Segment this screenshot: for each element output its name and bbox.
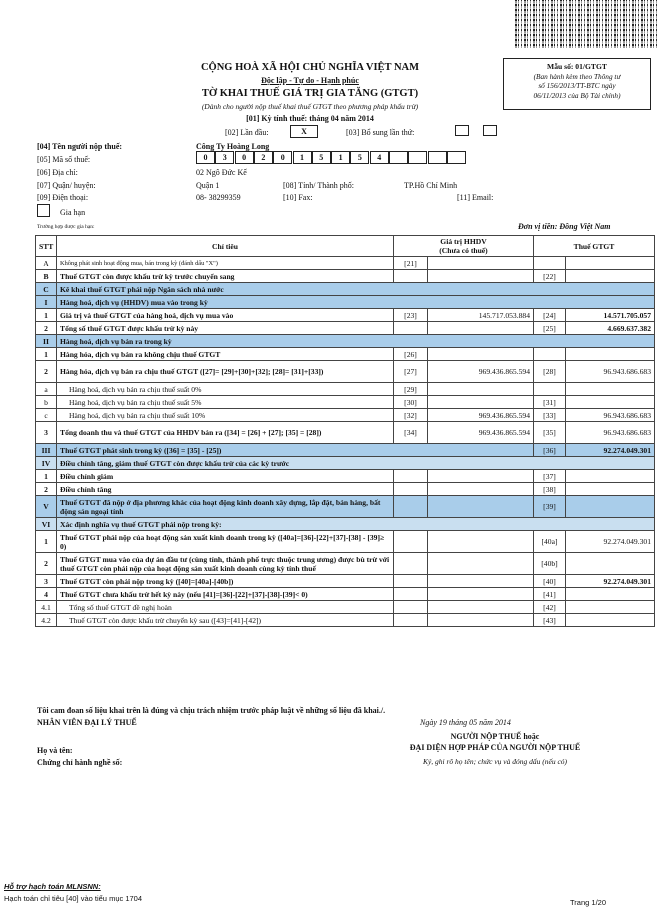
row-item: Hàng hoá, dịch vụ (HHDV) mua vào trong kỳ	[57, 296, 655, 309]
row-value: 969.436.865.594	[428, 361, 534, 383]
row-stt: III	[36, 444, 57, 457]
tax-code-digit-box[interactable]: 0	[273, 151, 292, 164]
form-note-line2: số 156/2013/TT-BTC ngày	[538, 81, 616, 90]
row-vat	[566, 270, 655, 283]
row-value	[428, 348, 534, 361]
row-vat-code: [43]	[534, 614, 566, 627]
row-item: Điều chỉnh tăng, giảm thuế GTGT còn được khấu trừ của các kỳ trước	[57, 457, 655, 470]
row-item: Xác định nghĩa vụ thuế GTGT phải nộp trong kỳ:	[57, 518, 655, 531]
table-row	[36, 601, 655, 614]
row-stt: 1	[36, 531, 57, 553]
tax-code-digit-box[interactable]: 1	[331, 151, 350, 164]
row-vat	[566, 553, 655, 575]
row-item: Hàng hoá, dịch vụ bán ra trong kỳ	[57, 335, 655, 348]
header-value-sub: (Chưa có thuế)	[439, 246, 488, 255]
tax-code-digit-box[interactable]	[408, 151, 427, 164]
row-item: Kê khai thuế GTGT phải nộp Ngân sách nhà nước	[57, 283, 655, 296]
row-value-code: [27]	[394, 361, 428, 383]
row-vat	[566, 383, 655, 396]
table-row	[36, 361, 655, 383]
row-vat-code: [33]	[534, 409, 566, 422]
signing-date: Ngày 19 tháng 05 năm 2014	[420, 718, 511, 727]
row-value-code: [26]	[394, 348, 428, 361]
row-vat-code: [39]	[534, 496, 566, 518]
row-vat	[566, 348, 655, 361]
row-item: Thuế GTGT còn được khấu trừ chuyển kỳ sau ([43]=[41]-[42])	[57, 614, 394, 627]
row-item: Hàng hoá, dịch vụ bán ra chịu thuế suất 0%	[57, 383, 394, 396]
form-code: Mẫu số: 01/GTGT	[547, 62, 607, 71]
row-item: Giá trị và thuế GTGT của hàng hoá, dịch vụ mua vào	[57, 309, 394, 322]
barcode	[515, 0, 658, 48]
declaration-table	[35, 235, 655, 627]
header-stt: STT	[36, 236, 57, 257]
row-item: Điều chỉnh giảm	[57, 470, 394, 483]
row-vat-code: [37]	[534, 470, 566, 483]
table-row	[36, 335, 655, 348]
row-value	[428, 470, 534, 483]
form-title: TỜ KHAI THUẾ GIÁ TRỊ GIA TĂNG (GTGT)	[201, 88, 419, 99]
tax-code-digit-box[interactable]	[447, 151, 466, 164]
agent-title: NHÂN VIÊN ĐẠI LÝ THUẾ	[37, 718, 137, 727]
extension-label: Gia hạn	[60, 208, 86, 217]
row-vat-code	[534, 257, 566, 270]
row-value	[428, 496, 534, 518]
support-text: Hạch toán chỉ tiêu [40] vào tiểu mục 1704	[4, 894, 143, 903]
district-label: [07] Quận/ huyện:	[37, 181, 96, 190]
phone-value: 08- 38299359	[196, 193, 241, 202]
table-row	[36, 553, 655, 575]
row-value-code	[394, 483, 428, 496]
row-stt: IV	[36, 457, 57, 470]
row-item: Tổng số thuế GTGT đề nghị hoàn	[57, 601, 394, 614]
row-stt: 2	[36, 361, 57, 383]
row-stt: II	[36, 335, 57, 348]
row-value	[428, 614, 534, 627]
row-vat: 4.669.637.382	[566, 322, 655, 335]
row-stt: 2	[36, 483, 57, 496]
row-vat: 92.274.049.301	[566, 575, 655, 588]
row-value-code: [21]	[394, 257, 428, 270]
row-stt: A	[36, 257, 57, 270]
row-value	[428, 601, 534, 614]
row-stt: a	[36, 383, 57, 396]
row-value-code	[394, 575, 428, 588]
row-item: Thuế GTGT còn được khấu trừ kỳ trước chuyển sang	[57, 270, 394, 283]
row-vat-code: [36]	[534, 444, 566, 457]
form-note-line1: (Ban hành kèm theo Thông tư	[533, 71, 621, 81]
row-vat-code	[534, 348, 566, 361]
row-value-code	[394, 588, 428, 601]
tax-code-digit-box[interactable]: 0	[235, 151, 254, 164]
row-item: Thuế GTGT chưa khấu trừ hết kỳ này (nếu [41]=[36]-[22]+[37]-[38]-[39]< 0)	[57, 588, 394, 601]
declaration-statement: Tôi cam đoan số liệu khai trên là đúng và chịu trách nhiệm trước pháp luật về những số liệu đã khai./.	[37, 706, 386, 715]
header-value-title: Giá trị HHDV	[440, 237, 487, 246]
tax-period: [01] Kỳ tính thuế: tháng 04 năm 2014	[246, 114, 374, 123]
row-stt: C	[36, 283, 57, 296]
fax-label: [10] Fax:	[283, 193, 313, 202]
row-vat-code	[534, 383, 566, 396]
supplement-box-1[interactable]	[455, 125, 469, 136]
row-vat-code: [40]	[534, 575, 566, 588]
table-row	[36, 270, 655, 283]
table-row	[36, 283, 655, 296]
row-vat-code: [24]	[534, 309, 566, 322]
extension-case-label: Trường hợp được gia hạn:	[37, 224, 95, 230]
supplement-label: [03] Bổ sung lần thứ:	[346, 128, 415, 137]
currency-unit: Đơn vị tiền: Đồng Việt Nam	[518, 222, 611, 231]
row-vat	[566, 396, 655, 409]
row-vat-code: [41]	[534, 588, 566, 601]
row-vat-code: [31]	[534, 396, 566, 409]
row-value-code: [30]	[394, 396, 428, 409]
table-row	[36, 383, 655, 396]
signer-note: Ký, ghi rõ họ tên; chức vụ và đóng dấu (nếu có)	[422, 757, 568, 766]
address-value: 02 Ngô Đức Kế	[196, 168, 247, 177]
row-stt: 1	[36, 348, 57, 361]
signer-line1: NGƯỜI NỘP THUẾ hoặc	[450, 732, 540, 741]
tax-code-digit-box[interactable]: 4	[370, 151, 389, 164]
tax-code-digit-box[interactable]: 5	[350, 151, 369, 164]
row-vat	[566, 588, 655, 601]
row-item: Thuế GTGT phát sinh trong kỳ ([36] = [35] - [25])	[57, 444, 534, 457]
signer-line2: ĐẠI DIỆN HỢP PHÁP CỦA NGƯỜI NỘP THUẾ	[409, 743, 581, 752]
table-row	[36, 444, 655, 457]
extension-checkbox[interactable]	[37, 204, 50, 217]
tax-code-digit-box[interactable]: 5	[312, 151, 331, 164]
row-stt: 2	[36, 553, 57, 575]
row-value-code: [32]	[394, 409, 428, 422]
row-value: 969.436.865.594	[428, 422, 534, 444]
tax-code-digit-box[interactable]: 0	[196, 151, 215, 164]
row-vat-code: [28]	[534, 361, 566, 383]
first-time-checkbox[interactable]: X	[290, 125, 318, 138]
tax-code-digit-box[interactable]	[389, 151, 408, 164]
row-stt: c	[36, 409, 57, 422]
row-value	[428, 270, 534, 283]
agent-cert-label: Chứng chỉ hành nghề số:	[37, 758, 123, 767]
row-value	[428, 257, 534, 270]
row-value	[428, 531, 534, 553]
row-vat: 96.943.686.683	[566, 361, 655, 383]
row-stt: 4.1	[36, 601, 57, 614]
table-row	[36, 348, 655, 361]
row-value: 969.436.865.594	[428, 409, 534, 422]
row-vat-code: [25]	[534, 322, 566, 335]
table-row	[36, 257, 655, 270]
tax-code-digit-box[interactable]: 2	[254, 151, 273, 164]
table-row	[36, 575, 655, 588]
row-vat: 96.943.686.683	[566, 409, 655, 422]
row-stt: V	[36, 496, 57, 518]
form-note-line3: 06/11/2013 của Bộ Tài chính)	[533, 90, 621, 100]
row-value-code	[394, 601, 428, 614]
tax-code-digit-box[interactable]	[428, 151, 447, 164]
row-value-code	[394, 270, 428, 283]
row-value	[428, 483, 534, 496]
row-value-code	[394, 531, 428, 553]
table-row	[36, 309, 655, 322]
row-stt: 1	[36, 309, 57, 322]
row-vat-code: [42]	[534, 601, 566, 614]
first-time-label: [02] Lần đầu:	[225, 128, 269, 137]
district-value: Quận 1	[196, 181, 220, 190]
agent-name-label: Họ và tên:	[37, 746, 73, 755]
row-item: Điều chỉnh tăng	[57, 483, 394, 496]
row-value-code	[394, 553, 428, 575]
row-item: Thuế GTGT mua vào của dự án đầu tư (cùng tỉnh, thành phố trực thuộc trung ương) được bù trừ với thuế GTGT còn phải nộp của hoạt động sản xuất kinh doanh cùng kỳ tính thuế	[57, 553, 394, 575]
row-value	[428, 322, 534, 335]
row-stt: 4.2	[36, 614, 57, 627]
row-stt: I	[36, 296, 57, 309]
table-row	[36, 518, 655, 531]
table-row	[36, 296, 655, 309]
row-stt: b	[36, 396, 57, 409]
email-label: [11] Email:	[457, 193, 494, 202]
row-vat	[566, 601, 655, 614]
address-label: [06] Địa chỉ:	[37, 168, 78, 177]
header-item: Chỉ tiêu	[57, 236, 394, 257]
row-stt: 1	[36, 470, 57, 483]
table-row	[36, 409, 655, 422]
row-vat: 92.274.049.301	[566, 531, 655, 553]
row-stt: 4	[36, 588, 57, 601]
row-value-code: [23]	[394, 309, 428, 322]
row-value-code	[394, 496, 428, 518]
table-row	[36, 470, 655, 483]
page-number: Trang 1/20	[570, 898, 606, 907]
phone-label: [09] Điện thoại:	[37, 193, 89, 202]
row-vat-code: [38]	[534, 483, 566, 496]
province-label: [08] Tỉnh/ Thành phố:	[283, 181, 355, 190]
table-row	[36, 322, 655, 335]
row-vat	[566, 483, 655, 496]
province-value: TP.Hồ Chí Minh	[404, 181, 458, 190]
tax-code-digit-box[interactable]: 3	[215, 151, 234, 164]
row-value	[428, 588, 534, 601]
taxpayer-name: Công Ty Hoàng Long	[196, 142, 270, 151]
row-item: Thuế GTGT phải nộp của hoạt động sản xuất kinh doanh trong kỳ ([40a]=[36]-[22]+[37]-[38] - [39]≥ 0)	[57, 531, 394, 553]
row-value-code: [29]	[394, 383, 428, 396]
row-item: Tổng doanh thu và thuế GTGT của HHDV bán ra ([34] = [26] + [27]; [35] = [28])	[57, 422, 394, 444]
form-code-box	[503, 58, 651, 110]
form-subtitle: (Dành cho người nộp thuế khai thuế GTGT theo phương pháp khấu trừ)	[201, 102, 419, 111]
row-vat-code: [40b]	[534, 553, 566, 575]
table-row	[36, 457, 655, 470]
row-value	[428, 575, 534, 588]
row-vat-code: [22]	[534, 270, 566, 283]
row-item: Hàng hoá, dịch vụ bán ra chịu thuế suất 5%	[57, 396, 394, 409]
row-stt: 3	[36, 575, 57, 588]
header-vat: Thuế GTGT	[534, 236, 655, 257]
row-value-code	[394, 470, 428, 483]
row-vat	[566, 470, 655, 483]
row-vat	[566, 257, 655, 270]
row-stt: B	[36, 270, 57, 283]
header-value	[394, 236, 534, 257]
motto: Độc lập - Tự do - Hạnh phúc	[261, 76, 359, 85]
row-value	[428, 553, 534, 575]
table-row	[36, 588, 655, 601]
row-vat: 96.943.686.683	[566, 422, 655, 444]
nation-title: CỘNG HOÀ XÃ HỘI CHỦ NGHĨA VIỆT NAM	[200, 62, 420, 73]
row-vat-code: [40a]	[534, 531, 566, 553]
row-item: Hàng hóa, dịch vụ bán ra chịu thuế GTGT ([27]= [29]+[30]+[32]; [28]= [31]+[33])	[57, 361, 394, 383]
row-vat	[566, 614, 655, 627]
table-row	[36, 422, 655, 444]
table-row	[36, 614, 655, 627]
table-row	[36, 396, 655, 409]
row-item: Thuế GTGT còn phải nộp trong kỳ ([40]=[40a]-[40b])	[57, 575, 394, 588]
row-vat	[566, 496, 655, 518]
row-item: Hàng hóa, dịch vụ bán ra không chịu thuế GTGT	[57, 348, 394, 361]
tax-code-digit-box[interactable]: 1	[293, 151, 312, 164]
row-vat: 14.571.705.057	[566, 309, 655, 322]
support-title: Hỗ trợ hạch toán MLNSNN:	[4, 882, 101, 891]
row-item: Không phát sinh hoạt động mua, bán trong kỳ (đánh dấu "X")	[57, 257, 394, 270]
supplement-box-2[interactable]	[483, 125, 497, 136]
row-value-code	[394, 322, 428, 335]
table-row	[36, 496, 655, 518]
row-stt: 2	[36, 322, 57, 335]
row-vat-code: [35]	[534, 422, 566, 444]
row-value-code: [34]	[394, 422, 428, 444]
table-row	[36, 483, 655, 496]
row-value: 145.717.053.884	[428, 309, 534, 322]
row-stt: 3	[36, 422, 57, 444]
row-item: Thuế GTGT đã nộp ở địa phương khác của hoạt động kinh doanh xây dựng, lắp đặt, bán hàng, bất động sản ngoại tỉnh	[57, 496, 394, 518]
taxpayer-name-label: [04] Tên người nộp thuế:	[37, 142, 123, 151]
row-stt: VI	[36, 518, 57, 531]
row-item: Tổng số thuế GTGT được khấu trừ kỳ này	[57, 322, 394, 335]
row-vat: 92.274.049.301	[566, 444, 655, 457]
row-item: Hàng hoá, dịch vụ bán ra chịu thuế suất 10%	[57, 409, 394, 422]
tax-code-label: [05] Mã số thuế:	[37, 155, 91, 164]
row-value-code	[394, 614, 428, 627]
row-value	[428, 396, 534, 409]
table-row	[36, 531, 655, 553]
row-value	[428, 383, 534, 396]
